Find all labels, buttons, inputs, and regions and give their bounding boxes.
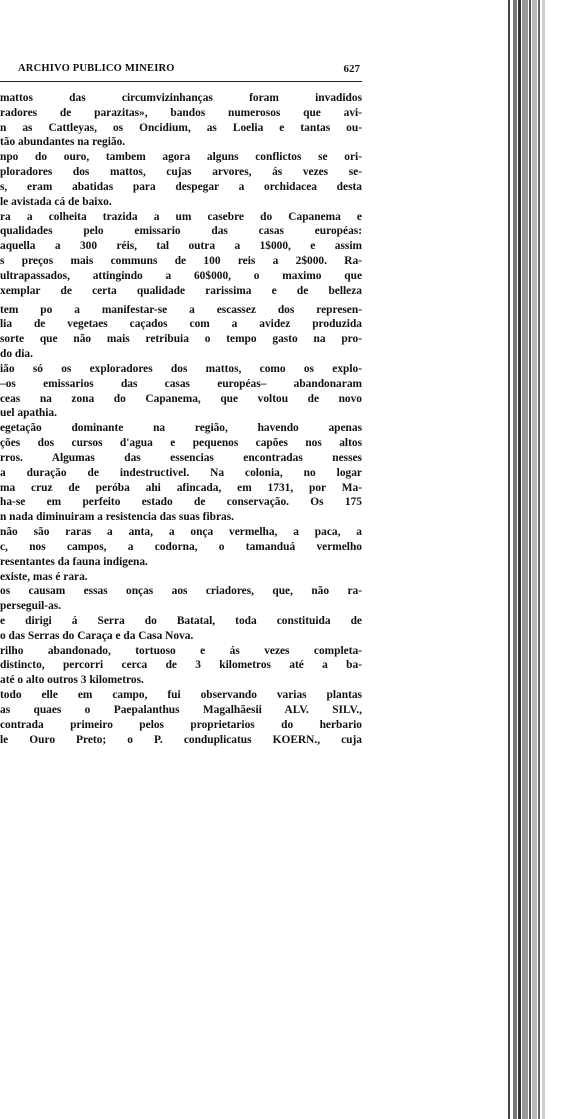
text-line: c, nos campos, a codorna, o tamanduá vermelho <box>0 540 362 553</box>
book-spine-edge <box>506 0 573 1119</box>
text-line: le Ouro Preto; o P. conduplicatus KOERN., cuja <box>0 733 362 746</box>
text-line: distincto, percorri cerca de 3 kilometros até a ba- <box>0 659 362 672</box>
text-line: egetação dominante na região, havendo apenas <box>0 422 362 435</box>
text-line: ma cruz de peróba ahi afincada, em 1731, por Ma- <box>0 481 362 494</box>
text-line: qualidades pelo emissario das casas européas: <box>0 225 362 238</box>
text-line: le avistada cá de baixo. <box>0 195 112 208</box>
text-line: ha-se em perfeito estado de conservação. Os 175 <box>0 496 362 509</box>
text-line: s preços mais communs de 100 reis a 2$000. Ra- <box>0 255 362 268</box>
text-line: ploradores dos mattos, cujas arvores, ás vezes se- <box>0 166 362 179</box>
text-line: aquella a 300 réis, tal outra a 1$000, e assim <box>0 240 362 253</box>
text-line: até o alto outros 3 kilometros. <box>0 674 144 687</box>
text-line: resentantes da fauna indigena. <box>0 555 148 568</box>
text-line: tão abundantes na região. <box>0 136 126 149</box>
text-line: e dirigi á Serra do Batatal, toda constituida de <box>0 614 362 627</box>
text-line: do dia. <box>0 348 33 361</box>
text-line: n as Cattleyas, os Oncidium, as Loelia e tantas ou- <box>0 121 362 134</box>
body-text <box>0 91 362 747</box>
text-line: –os emissarios das casas européas– abandonaram <box>0 377 362 390</box>
text-line: contrada primeiro pelos proprietarios do herbario <box>0 718 362 731</box>
text-line: xemplar de certa qualidade rarissima e de belleza <box>0 284 362 297</box>
text-line: sorte que não mais retribuia o tempo gasto na pro- <box>0 333 362 346</box>
text-line: uel apathia. <box>0 407 57 420</box>
text-line: os causam essas onças aos criadores, que, não ra- <box>0 585 362 598</box>
text-line: ções dos cursos d'agua e pequenos capões nos altos <box>0 437 362 450</box>
text-line: lia de vegetaes caçados com a avidez produzida <box>0 318 362 331</box>
text-line: ultrapassados, attingindo a 60$000, o maximo que <box>0 269 362 282</box>
text-line: o das Serras do Caraça e da Casa Nova. <box>0 629 194 642</box>
text-line: tem po a manifestar-se a escassez dos represen- <box>0 303 362 316</box>
text-line: n nada diminuiram a resistencia das suas fibras. <box>0 511 234 524</box>
text-line: todo elle em campo, fui observando varias plantas <box>0 689 362 702</box>
text-line: existe, mas é rara. <box>0 570 88 583</box>
text-line: radores de parazitas», bandos numerosos que avi- <box>0 106 362 119</box>
text-line: não são raras a anta, a onça vermelha, a paca, a <box>0 526 362 539</box>
text-line: perseguil-as. <box>0 600 62 613</box>
text-line: npo do ouro, tambem agora alguns conflictos se ori- <box>0 151 362 164</box>
text-line: ião só os exploradores dos mattos, como os explo- <box>0 362 362 375</box>
text-line: a duração de indestructivel. Na colonia, no logar <box>0 466 362 479</box>
text-line: ra a colheita trazida a um casebre do Capanema e <box>0 210 362 223</box>
page-number: 627 <box>343 63 360 75</box>
text-line: rilho abandonado, tortuoso e ás vezes completa- <box>0 644 362 657</box>
text-line: as quaes o Paepalanthus Magalhãesii ALV. SILV., <box>0 703 362 716</box>
running-title: ARCHIVO PUBLICO MINEIRO <box>18 63 175 74</box>
text-line: ceas na zona do Capanema, que voltou de novo <box>0 392 362 405</box>
text-line: mattos das circumvizinhanças foram invadidos <box>0 92 362 104</box>
text-line: s, eram abatidas para despegar a orchidacea desta <box>0 180 362 193</box>
running-header <box>0 63 368 79</box>
header-rule <box>0 81 362 82</box>
text-line: rros. Algumas das essencias encontradas nesses <box>0 451 362 464</box>
